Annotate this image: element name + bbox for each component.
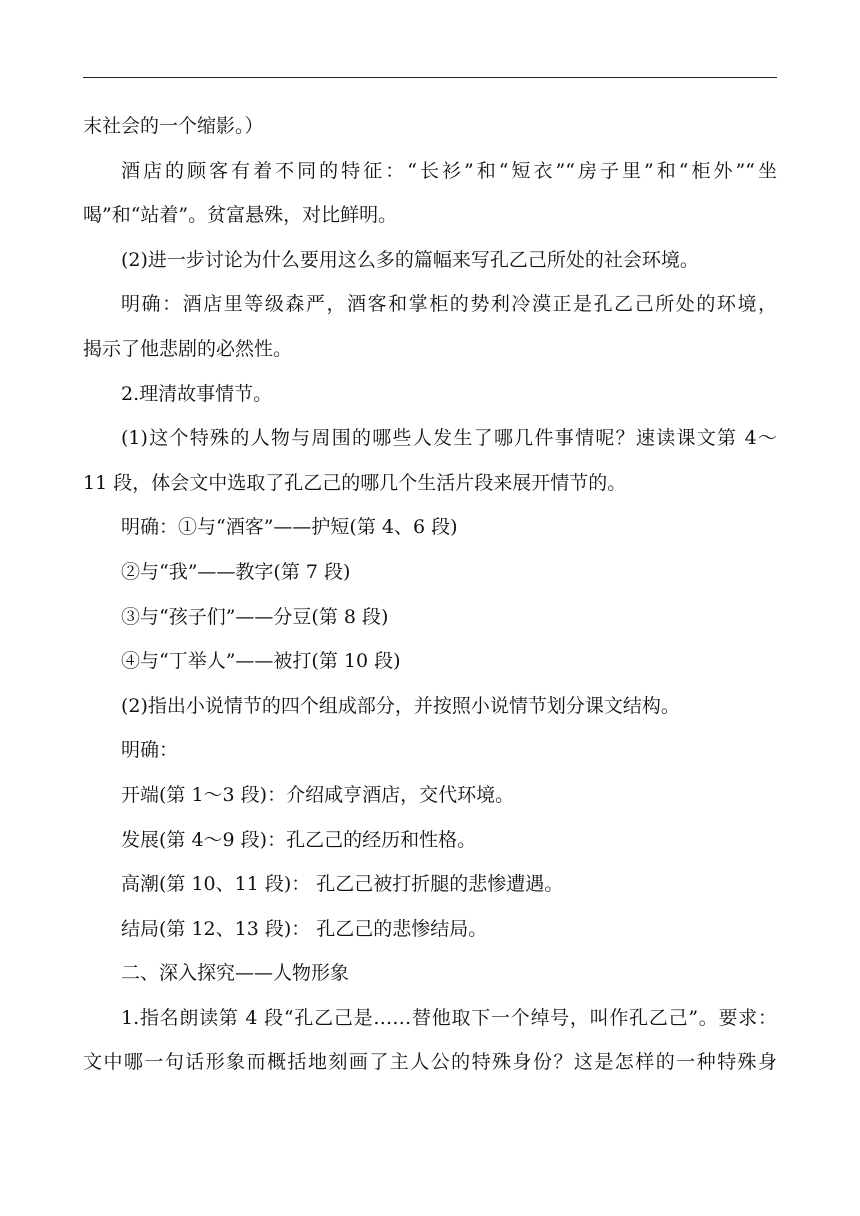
list-item: 高潮(第 10、11 段)： 孔乙己被打折腿的悲惨遭遇。 <box>121 873 564 896</box>
paragraph-line: 明确： <box>121 739 179 762</box>
paragraph-line: (1)这个特殊的人物与周围的哪些人发生了哪几件事情呢？速读课文第 4～ <box>121 427 777 450</box>
list-item: 发展(第 4～9 段)：孔乙己的经历和性格。 <box>121 828 477 851</box>
paragraph-line: (2)指出小说情节的四个组成部分，并按照小说情节划分课文结构。 <box>121 694 680 717</box>
paragraph-line: 明确：酒店里等级森严，酒客和掌柜的势利冷漠正是孔乙己所处的环境， <box>121 293 777 316</box>
list-item: ③与“孩子们”——分豆(第 8 段) <box>121 605 389 628</box>
paragraph-line: 文中哪一句话形象而概括地刻画了主人公的特殊身份？这是怎样的一种特殊身 <box>83 1051 777 1074</box>
paragraph-line: 酒店的顾客有着不同的特征：“长衫”和“短衣”“房子里”和“柜外”“坐 <box>121 159 777 182</box>
section-heading: 二、深入探究——人物形象 <box>121 962 350 985</box>
section-heading: 2.理清故事情节。 <box>121 382 273 405</box>
list-item: 结局(第 12、13 段)： 孔乙己的悲惨结局。 <box>121 917 488 940</box>
paragraph-line: 11 段，体会文中选取了孔乙己的哪几个生活片段来展开情节的。 <box>83 471 627 494</box>
document-body <box>83 104 777 1085</box>
list-item: ④与“丁举人”——被打(第 10 段) <box>121 650 401 673</box>
header-rule <box>83 77 777 78</box>
list-item: ②与“我”——教字(第 7 段) <box>121 560 351 583</box>
paragraph-line: 1.指名朗读第 4 段“孔乙己是……替他取下一个绰号，叫作孔乙己”。要求： <box>121 1006 777 1029</box>
list-item: 开端(第 1～3 段)：介绍咸亨酒店，交代环境。 <box>121 783 515 806</box>
paragraph-line: (2)进一步讨论为什么要用这么多的篇幅来写孔乙己所处的社会环境。 <box>121 248 699 271</box>
paragraph-line: 喝”和“站着”。贫富悬殊，对比鲜明。 <box>83 204 398 227</box>
paragraph-line: 揭示了他悲剧的必然性。 <box>83 337 293 360</box>
paragraph-line: 末社会的一个缩影。） <box>83 115 264 137</box>
list-item: 明确：①与“酒客”——护短(第 4、6 段) <box>121 516 458 539</box>
